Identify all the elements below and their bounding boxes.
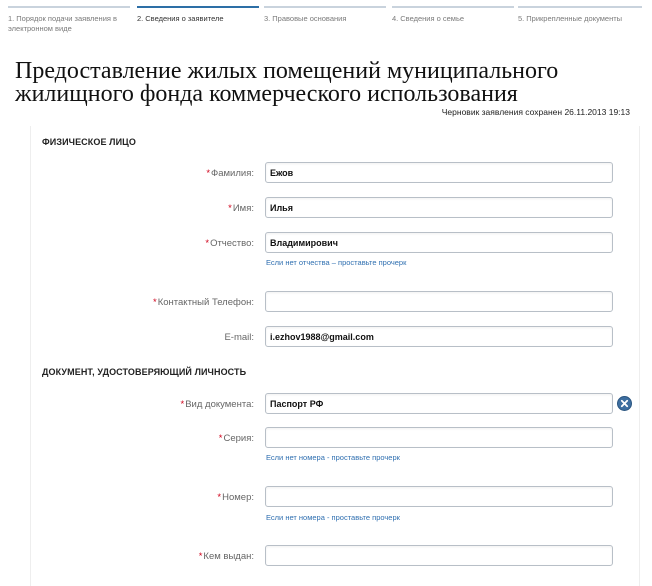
issued-by-label-text: Кем выдан: [203,551,254,562]
name-label-text: Имя: [232,203,254,214]
series-hint: Если нет номера - проставьте прочерк [266,453,400,462]
doc-type-select[interactable] [265,393,613,414]
doc-type-label-text: Вид документа: [185,399,254,410]
steps-bar [0,0,652,40]
step-label: Сведения о заявителе [145,14,224,23]
required-marker: * [153,297,157,308]
required-marker: * [218,433,223,444]
number-hint: Если нет номера - проставьте прочерк [266,513,400,522]
required-marker: * [217,492,222,503]
patronymic-label-text: Отчество: [210,238,254,249]
name-label [34,203,254,214]
section-title-person: ФИЗИЧЕСКОЕ ЛИЦО [42,137,136,147]
required-marker: * [198,551,203,562]
clear-doc-type-button[interactable] [617,396,632,411]
step-5[interactable] [518,6,642,36]
surname-label [34,168,254,179]
name-input[interactable] [265,197,613,218]
step-number: 2. [137,14,144,23]
required-marker: * [228,203,232,214]
step-number: 3. [264,14,271,23]
series-label-text: Серия: [223,433,254,444]
series-input[interactable] [265,427,613,448]
step-number: 1. [8,14,15,23]
step-number: 4. [392,14,399,23]
email-label [34,332,254,343]
step-2[interactable] [137,6,259,36]
email-label-text: E-mail: [224,332,254,343]
email-input[interactable] [265,326,613,347]
step-4[interactable] [392,6,514,36]
step-label: Правовые основания [272,14,347,23]
step-label: Прикрепленные документы [526,14,623,23]
step-3[interactable] [264,6,386,36]
required-marker: * [206,168,211,179]
section-title-identity: ДОКУМЕНТ, УДОСТОВЕРЯЮЩИЙ ЛИЧНОСТЬ [42,367,247,377]
number-input[interactable] [265,486,613,507]
issued-by-label [34,551,254,562]
step-label: Сведения о семье [400,14,465,23]
surname-input[interactable] [265,162,613,183]
required-marker: * [205,238,210,249]
step-1[interactable] [8,6,130,36]
phone-label-text: Контактный Телефон: [157,297,254,308]
clear-icon [620,399,629,408]
step-number: 5. [518,14,525,23]
page-title: Предоставление жилых помещений муниципального жилищного фонда коммерческого использования [15,58,559,107]
patronymic-label [34,238,254,249]
draft-status: Черновик заявления сохранен 26.11.2013 19:13 [441,107,630,117]
step-label: Порядок подачи заявления в электронном виде [8,14,118,33]
number-label [34,492,254,503]
patronymic-input[interactable] [265,232,613,253]
issued-by-input[interactable] [265,545,613,566]
series-label [34,433,254,444]
patronymic-hint: Если нет отчества – проставьте прочерк [266,258,407,267]
doc-type-label [34,399,254,410]
surname-label-text: Фамилия: [211,168,254,179]
number-label-text: Номер: [222,492,254,503]
phone-label [34,297,254,308]
phone-input[interactable] [265,291,613,312]
required-marker: * [180,399,185,410]
